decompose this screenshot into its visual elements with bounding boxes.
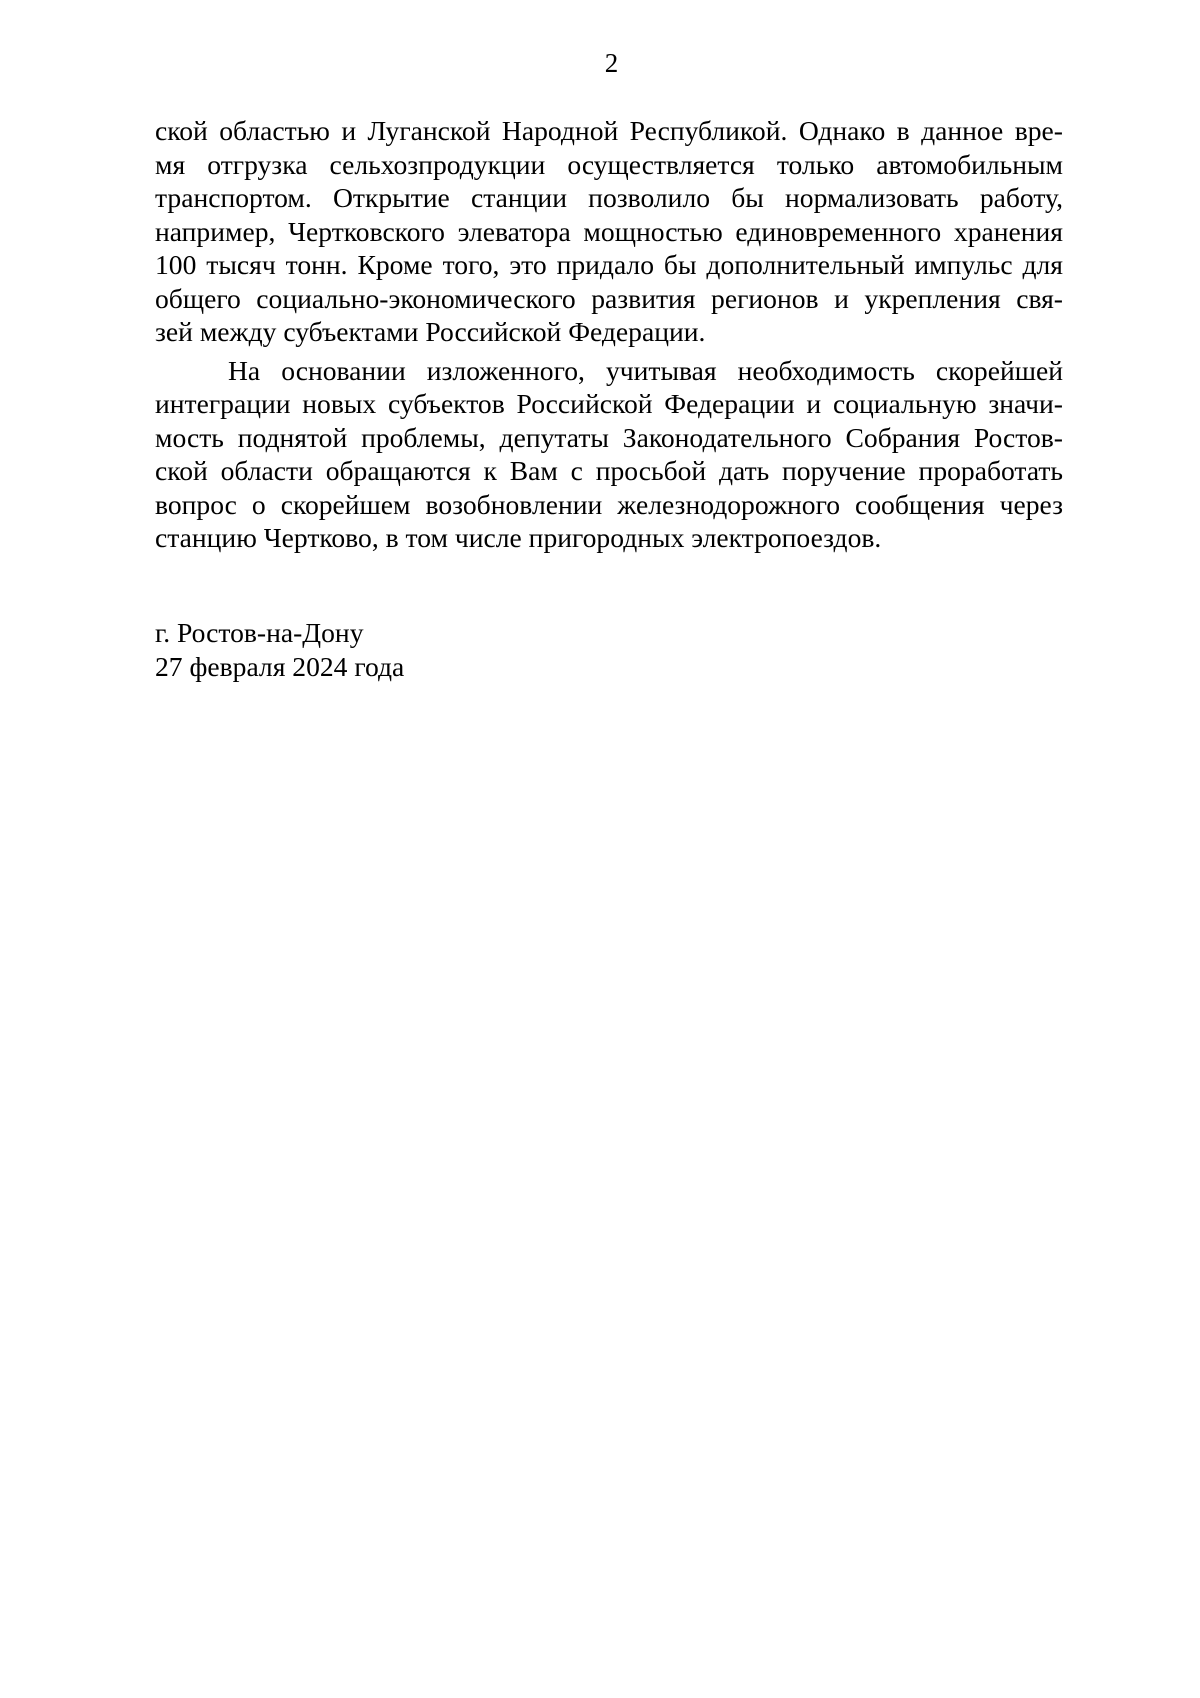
text-line: станцию Чертково, в том числе пригородных электропоездов. bbox=[155, 522, 882, 553]
page-number: 2 bbox=[604, 48, 619, 78]
text-line: зей между субъектами Российской Федерации. bbox=[155, 316, 706, 347]
text-line: мя отгрузка сельхозпродукции осуществляется только автомобильным bbox=[155, 148, 1063, 180]
text-line: интеграции новых субъектов Российской Федерации и социальную значи- bbox=[155, 388, 1063, 419]
text-line: На основании изложенного, учитывая необходимость скорейшей bbox=[228, 354, 1063, 386]
place: г. Ростов-на-Дону bbox=[155, 617, 364, 648]
text-line: ской областью и Луганской Народной Республикой. Однако в данное вре- bbox=[155, 115, 1063, 146]
text-line: транспортом. Открытие станции позволило бы нормализовать работу, bbox=[155, 182, 1063, 213]
paragraph-2 bbox=[155, 354, 1063, 555]
text-line: вопрос о скорейшем возобновлении железнодорожного сообщения через bbox=[155, 488, 1063, 520]
text-line: ской области обращаются к Вам с просьбой дать поручение проработать bbox=[155, 455, 1063, 486]
paragraph-1 bbox=[155, 114, 1063, 349]
place-and-date bbox=[155, 616, 404, 683]
date: 27 февраля 2024 года bbox=[155, 650, 405, 682]
text-line: общего социально-экономического развития регионов и укрепления свя- bbox=[155, 282, 1063, 314]
document-body bbox=[155, 114, 1063, 555]
text-line: 100 тысяч тонн. Кроме того, это придало бы дополнительный импульс для bbox=[155, 249, 1063, 280]
text-line: например, Чертковского элеватора мощностью единовременного хранения bbox=[155, 215, 1063, 247]
text-line: мость поднятой проблемы, депутаты Законодательного Собрания Ростов- bbox=[155, 421, 1063, 453]
